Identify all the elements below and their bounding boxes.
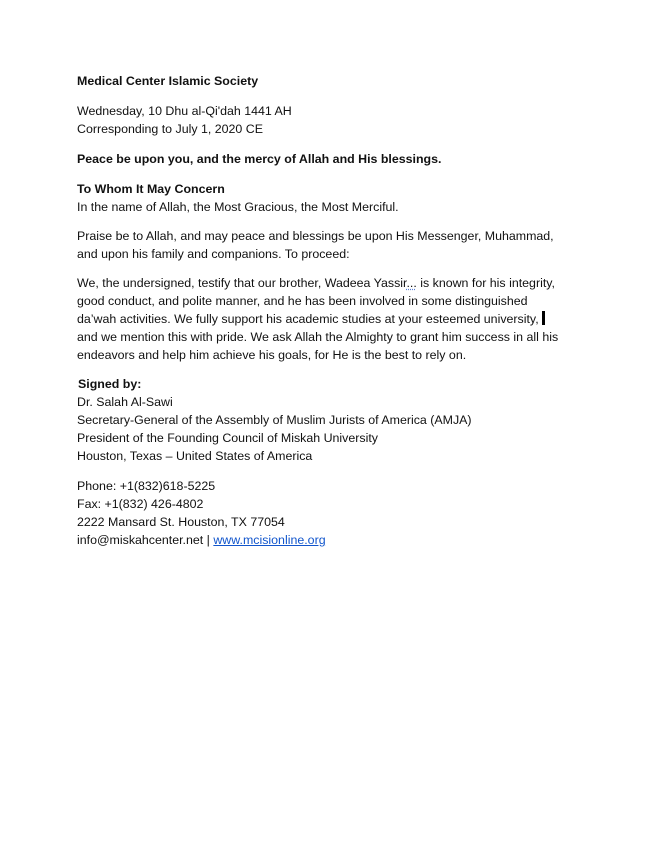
separator: | — [203, 533, 214, 547]
body-text: is known for his integrity, — [416, 276, 555, 290]
organization-heading: Medical Center Islamic Society — [77, 74, 259, 88]
signer-title: President of the Founding Council of Miskah University — [77, 431, 378, 445]
contact-links — [77, 531, 617, 549]
website-link[interactable]: www.mcisionline.org — [213, 533, 326, 547]
body-line — [77, 274, 617, 292]
body-text: We, the undersigned, testify that our brother, Wadeea Yassir — [77, 276, 407, 290]
signer-title: Secretary-General of the Assembly of Muslim Jurists of America (AMJA) — [77, 413, 472, 427]
greeting: Peace be upon you, and the mercy of Allah and His blessings. — [77, 152, 442, 166]
body-line: endeavors and help him achieve his goals, for He is the best to rely on. — [77, 348, 467, 362]
salutation-block — [77, 180, 617, 216]
date-block — [77, 102, 617, 138]
body-line: good conduct, and polite manner, and he has been involved in some distinguished — [77, 294, 528, 308]
signer-location: Houston, Texas – United States of America — [77, 449, 313, 463]
praise-paragraph — [77, 227, 617, 263]
phone-number: Phone: +1(832)618-5225 — [77, 479, 216, 493]
body-line: and we mention this with pride. We ask Allah the Almighty to grant him success in all his — [77, 330, 559, 344]
email-address: info@miskahcenter.net — [77, 533, 204, 547]
signer-name: Dr. Salah Al-Sawi — [77, 395, 173, 409]
letter-page — [77, 72, 617, 549]
date-hijri: Wednesday, 10 Dhu al-Qi'dah 1441 AH — [77, 104, 292, 118]
date-gregorian: Corresponding to July 1, 2020 CE — [77, 122, 263, 136]
praise-line: Praise be to Allah, and may peace and blessings be upon His Messenger, Muhammad, — [77, 229, 554, 243]
body-paragraph — [77, 274, 617, 364]
text-cursor — [542, 311, 545, 325]
salutation: To Whom It May Concern — [77, 182, 225, 196]
basmala: In the name of Allah, the Most Gracious, the Most Merciful. — [77, 200, 399, 214]
contact-block — [77, 477, 617, 549]
spellcheck-ellipsis: ... — [406, 276, 417, 290]
body-line — [77, 310, 617, 328]
signed-label: Signed by: — [78, 377, 142, 391]
praise-line: and upon his family and companions. To proceed: — [77, 247, 350, 261]
street-address: 2222 Mansard St. Houston, TX 77054 — [77, 515, 285, 529]
body-text: da’wah activities. We fully support his academic studies at your esteemed university, — [77, 312, 539, 326]
signature-block — [77, 375, 617, 465]
fax-number: Fax: +1(832) 426-4802 — [77, 497, 204, 511]
